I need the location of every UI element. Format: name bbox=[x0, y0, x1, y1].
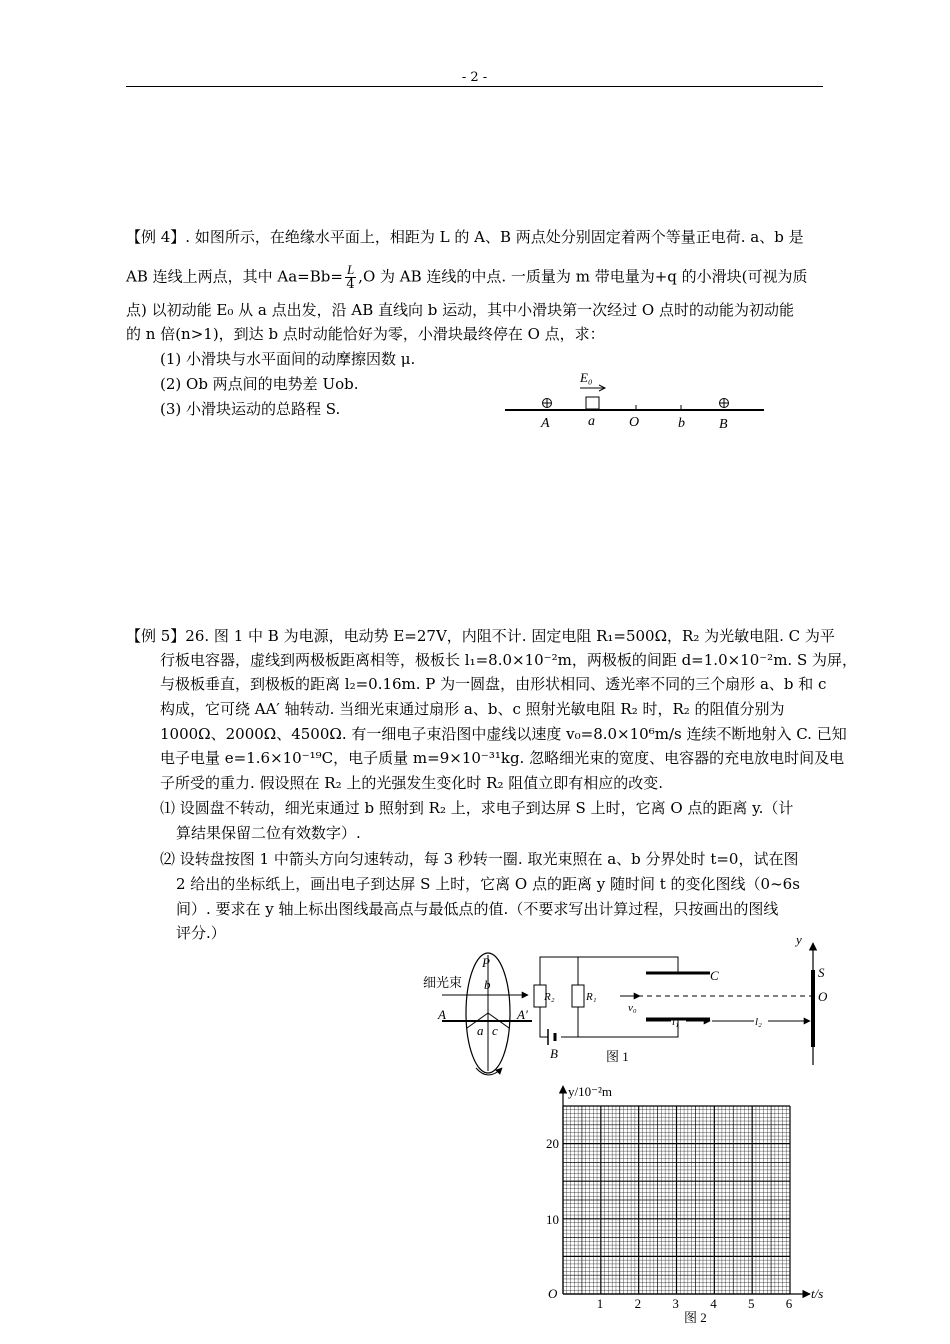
ex5-q2-line-4: 评分.） bbox=[176, 924, 226, 942]
ex5-figure-1 bbox=[420, 925, 830, 1085]
fig2-ytick-20: 20 bbox=[546, 1136, 559, 1151]
fig4-label-b: b bbox=[678, 416, 685, 431]
fig1-caption: 图 1 bbox=[606, 1049, 629, 1064]
fig2-origin: O bbox=[548, 1286, 558, 1301]
ex5-line-3: 与极板垂直，到极板的距离 l₂=0.16m. P 为一圆盘，由形状相同、透光率不同的三个扇形 a、b 和 c bbox=[160, 675, 827, 693]
ex5-line-5: 1000Ω、2000Ω、4500Ω. 有一细电子束沿图中虚线以速度 v₀=8.0×10⁶m/s 连续不断地射入 C. 已知 bbox=[160, 725, 847, 743]
fig1-label-b: b bbox=[484, 977, 491, 992]
ex4-figure bbox=[500, 360, 770, 435]
fig1-label-l2: l₂ bbox=[755, 1016, 762, 1028]
ex5-line-6: 电子电量 e=1.6×10⁻¹⁹C，电子质量 m=9×10⁻³¹kg. 忽略细光束的宽度、电容器的充电放电时间及电 bbox=[160, 749, 845, 767]
fig4-label-O: O bbox=[629, 415, 640, 430]
ex5-line-7: 子所受的重力. 假设照在 R₂ 上的光强发生变化时 R₂ 阻值立即有相应的改变. bbox=[160, 774, 663, 792]
ex4-line-2b: ,O 为 AB 连线的中点. 一质量为 m 带电量为+q 的小滑块(可视为质 bbox=[358, 267, 808, 286]
fig2-xtick: 4 bbox=[710, 1296, 717, 1311]
fig4-e0-label: E₀ bbox=[580, 370, 593, 385]
fig2-xtick: 1 bbox=[596, 1296, 604, 1311]
ex5-q2-line-2: 2 给出的坐标纸上，画出电子到达屏 S 上时，它离 O 点的距离 y 随时间 t 的变化图线（0~6s bbox=[176, 875, 800, 893]
fig2-xtick: 3 bbox=[672, 1296, 679, 1311]
ex5-q1-line-1: ⑴ 设圆盘不转动，细光束通过 b 照射到 R₂ 上，求电子到达屏 S 上时，它离 O 点的距离 y.（计 bbox=[160, 799, 794, 817]
ex5-q2-line-3: 间）. 要求在 y 轴上标出图线最高点与最低点的值.（不要求写出计算过程，只按画出的图线 bbox=[176, 900, 779, 918]
fig1-wire-bottom-left bbox=[540, 1007, 548, 1037]
ex4-line-3: 点) 以初动能 E₀ 从 a 点出发，沿 AB 直线向 b 运动，其中小滑块第一次经过 O 点时的动能为初动能 bbox=[126, 301, 794, 319]
ex4-line-2 bbox=[126, 263, 808, 292]
fig1-label-o: O bbox=[818, 989, 828, 1004]
ex4-line-4: 的 n 倍(n>1)，到达 b 点时动能恰好为零，小滑块最终停在 O 点，求： bbox=[126, 325, 605, 343]
fig1-label-A-prime: A′ bbox=[517, 1007, 528, 1022]
ex4-q1: (1) 小滑块与水平面间的动摩擦因数 μ. bbox=[160, 350, 416, 368]
ex4-fraction bbox=[345, 263, 356, 292]
fig1-label-r2: R₂ bbox=[544, 991, 555, 1003]
ex5-line-2: 行板电容器，虚线到两极板距离相等，极板长 l₁=8.0×10⁻²m，两极板的间距 d=1.0×10⁻²m. S 为屏， bbox=[160, 651, 857, 669]
header-rule bbox=[126, 86, 823, 87]
fig1-label-v0: v₀ bbox=[628, 1002, 637, 1014]
fig2-xtick: 6 bbox=[785, 1296, 793, 1311]
ex5-line-1: 【例 5】26. 图 1 中 B 为电源，电动势 E=27V，内阻不计. 固定电阻 R₁=500Ω，R₂ 为光敏电阻. C 为平 bbox=[126, 627, 835, 645]
ex4-line-2a: AB 连线上两点，其中 Aa=Bb= bbox=[126, 267, 343, 286]
fig1-label-A: A bbox=[438, 1007, 446, 1022]
fig2-x-label: t/s bbox=[811, 1286, 824, 1301]
fig2-xtick: 5 bbox=[748, 1296, 755, 1311]
fig1-label-c: c bbox=[492, 1023, 498, 1038]
fig1-label-l1: l₁ bbox=[672, 1016, 679, 1028]
ex4-frac-den: 4 bbox=[346, 277, 355, 292]
fig1-label-y: y bbox=[796, 932, 802, 947]
fig2-ytick-10: 10 bbox=[546, 1212, 559, 1227]
fig1-label-beam: 细光束 bbox=[423, 975, 463, 990]
fig1-label-battery: B bbox=[550, 1046, 558, 1061]
fig2-y-label: y/10⁻²m bbox=[568, 1084, 612, 1099]
fig1-wire-bottom-right bbox=[561, 1019, 678, 1037]
fig1-resistor-r1 bbox=[572, 985, 584, 1007]
ex4-line-1: 【例 4】. 如图所示，在绝缘水平面上，相距为 L 的 A、B 两点处分别固定着两个等量正电荷. a、b 是 bbox=[126, 228, 804, 246]
ex5-q2-line-1: ⑵ 设转盘按图 1 中箭头方向匀速转动，每 3 秒转一圈. 取光束照在 a、b 分界处时 t=0，试在图 bbox=[160, 850, 799, 868]
fig4-label-a: a bbox=[588, 414, 595, 429]
fig1-label-c-cap: C bbox=[710, 968, 719, 983]
ex5-line-4: 构成，它可绕 AA′ 轴转动. 当细光束通过扇形 a、b、c 照射光敏电阻 R₂ 时，R₂ 的阻值分别为 bbox=[160, 700, 785, 718]
ex4-q3: (3) 小滑块运动的总路程 S. bbox=[160, 400, 341, 418]
ex5-q1-line-2: 算结果保留二位有效数字）. bbox=[176, 824, 361, 842]
fig4-label-B: B bbox=[719, 417, 728, 432]
fig4-slider-block bbox=[586, 397, 599, 409]
ex4-frac-num: L bbox=[346, 262, 355, 277]
fig4-charge-b bbox=[720, 399, 729, 408]
ex5-figure-2 bbox=[520, 1080, 832, 1330]
page-number: - 2 - bbox=[461, 70, 488, 85]
fig1-label-p: P bbox=[482, 955, 490, 970]
fig4-label-A: A bbox=[541, 416, 550, 431]
ex4-q2: (2) Ob 两点间的电势差 Uob. bbox=[160, 375, 359, 393]
fig1-label-r1: R₁ bbox=[586, 991, 597, 1003]
fig1-label-a: a bbox=[477, 1023, 484, 1038]
fig2-grid bbox=[563, 1106, 790, 1294]
fig1-wire-top bbox=[540, 957, 678, 985]
fig2-caption: 图 2 bbox=[684, 1310, 707, 1325]
fig2-xtick: 2 bbox=[634, 1296, 642, 1311]
fig1-label-s: S bbox=[818, 965, 825, 980]
fig4-charge-a bbox=[543, 399, 552, 408]
